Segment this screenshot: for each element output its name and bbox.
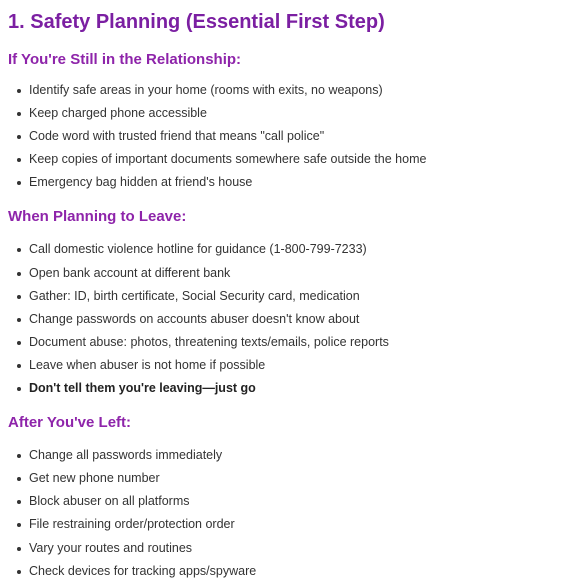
list-item: Identify safe areas in your home (rooms with exits, no weapons) [8,79,554,102]
list-item: File restraining order/protection order [8,513,554,536]
list-item: Block abuser on all platforms [8,490,554,513]
list-item: Document abuse: photos, threatening texts/emails, police reports [8,331,554,354]
list-item: Emergency bag hidden at friend's house [8,171,554,194]
list-item: Leave when abuser is not home if possible [8,354,554,377]
after-left-list [8,444,554,583]
list-item: Open bank account at different bank [8,262,554,285]
list-item: Change passwords on accounts abuser doesn't know about [8,308,554,331]
list-item: Check devices for tracking apps/spyware [8,560,554,583]
list-item: Vary your routes and routines [8,537,554,560]
list-item: Keep copies of important documents somewhere safe outside the home [8,148,554,171]
planning-to-leave-list [8,238,554,400]
list-item: Gather: ID, birth certificate, Social Security card, medication [8,285,554,308]
list-item: Keep charged phone accessible [8,102,554,125]
still-in-relationship-list [8,79,554,194]
list-item: Call domestic violence hotline for guidance (1-800-799-7233) [8,238,554,261]
section-heading-after-left: After You've Left: [8,414,132,432]
section-heading-still-in-relationship: If You're Still in the Relationship: [8,51,242,68]
section-heading-planning-to-leave: When Planning to Leave: [8,208,187,226]
list-item: Change all passwords immediately [8,444,554,467]
list-item: Code word with trusted friend that means "call police" [8,125,554,148]
list-item-emphasis: Don't tell them you're leaving—just go [8,377,554,400]
list-item: Get new phone number [8,467,554,490]
page-title: 1. Safety Planning (Essential First Step) [8,11,385,33]
